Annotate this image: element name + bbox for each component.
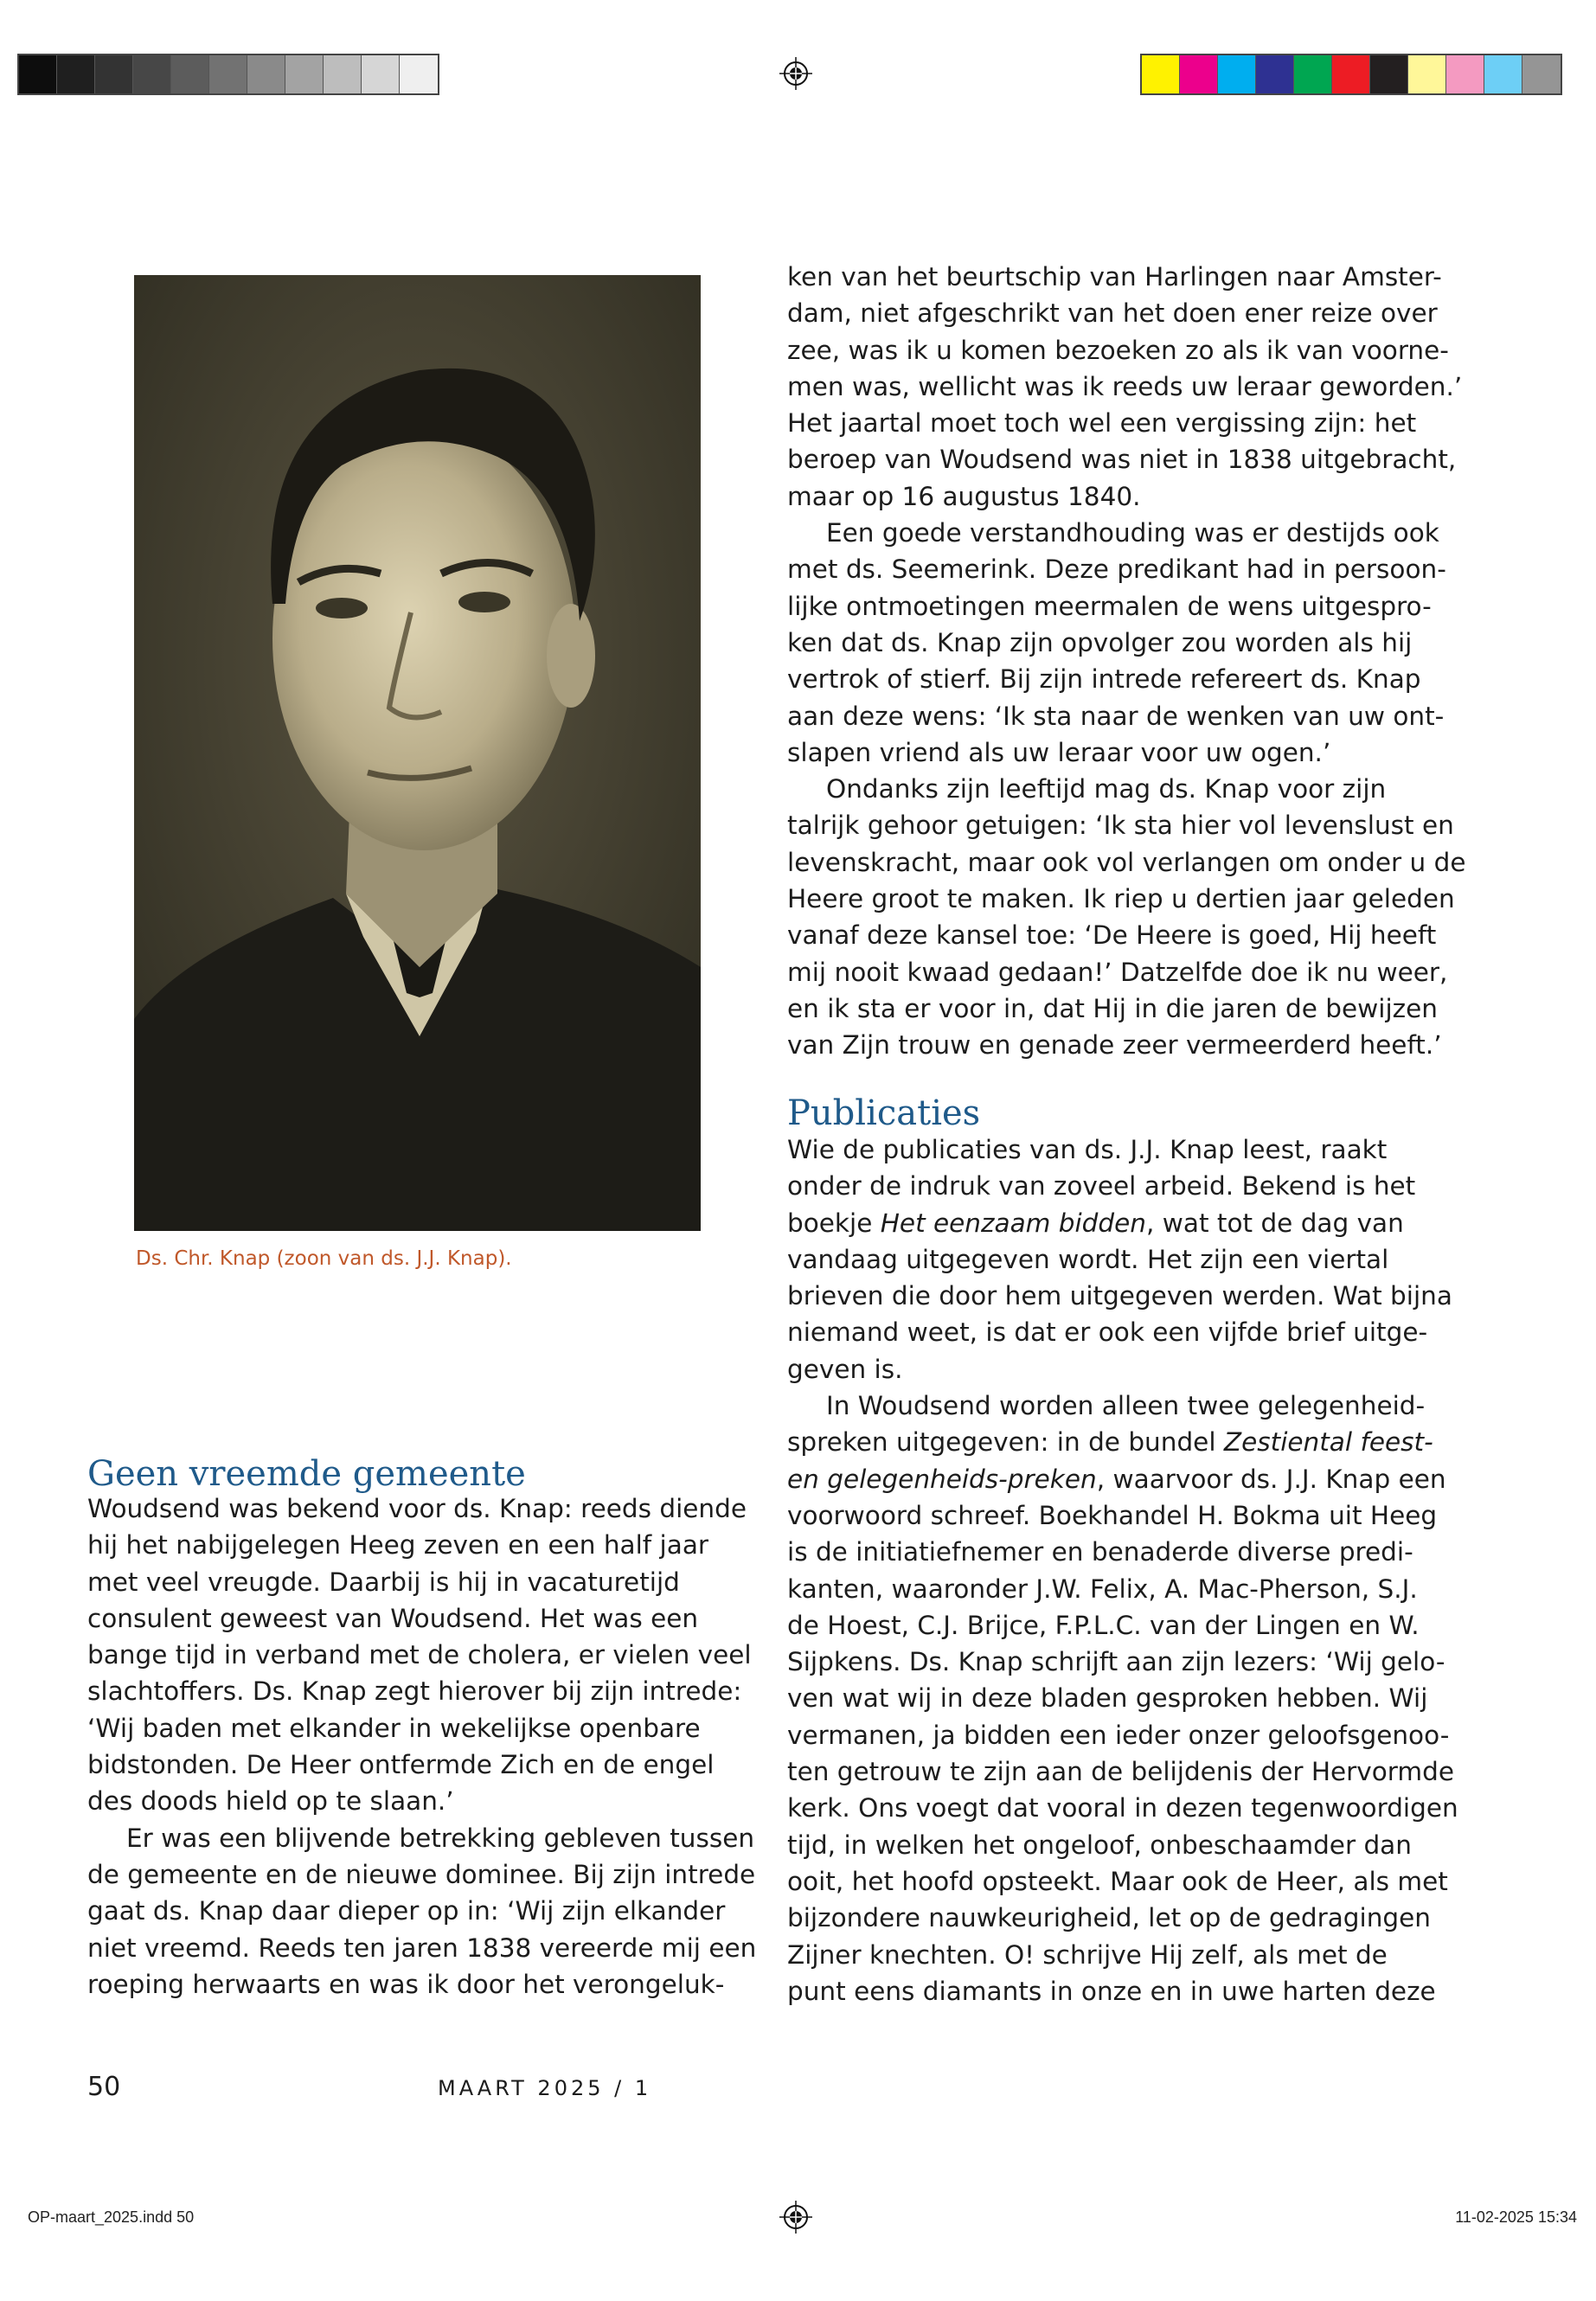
gray-swatch: [171, 55, 209, 93]
text-span: spreken uitgegeven: in de bundel: [787, 1427, 1224, 1458]
text-line: niet vreemd. Reeds ten jaren 1838 vereerde mij een: [87, 1932, 757, 1963]
text-line: bange tijd in verband met de cholera, er vielen veel: [87, 1640, 752, 1670]
text-line: [787, 1534, 1458, 1570]
color-swatch: [1522, 55, 1561, 93]
gray-swatch: [209, 55, 247, 93]
text-line: Ondanks zijn leeftijd mag ds. Knap voor zijn: [826, 774, 1387, 804]
text-span: ven wat wij in deze bladen gesproken hebben. Wij: [787, 1683, 1428, 1714]
text-line: [787, 1168, 1458, 1204]
text-line: [787, 1973, 1458, 2009]
text-span: bijzondere nauwkeurigheid, let op de gedragingen: [787, 1903, 1431, 1933]
text-span: kanten, waaronder J.W. Felix, A. Mac-Pherson, S.J.: [787, 1574, 1418, 1604]
text-line: maar op 16 augustus 1840.: [787, 481, 1141, 511]
text-line: Er was een blijvende betrekking gebleven tussen: [126, 1823, 755, 1853]
text-line: de gemeente en de nieuwe dominee. Bij zijn intrede: [87, 1859, 756, 1889]
text-span: onder de indruk van zoveel arbeid. Bekend is het: [787, 1171, 1416, 1202]
section-heading-geen-vreemde-gemeente: Geen vreemde gemeente: [87, 1454, 526, 1494]
text-span: boekje: [787, 1208, 881, 1238]
text-line: met ds. Seemerink. Deze predikant had in persoon-: [787, 554, 1446, 585]
gray-swatch: [362, 55, 400, 93]
gray-swatch: [247, 55, 285, 93]
gray-swatch: [324, 55, 362, 93]
text-line: [787, 1790, 1458, 1826]
text-span: , waarvoor ds. J.J. Knap een: [1096, 1464, 1446, 1494]
text-span: , wat tot de dag van: [1145, 1208, 1404, 1238]
page-number: 50: [87, 2072, 121, 2102]
text-span: vandaag uitgegeven wordt. Het zijn een viertal: [787, 1244, 1389, 1274]
text-span: tijd, in welken het ongeloof, onbeschaamder dan: [787, 1830, 1412, 1860]
color-swatch: [1256, 55, 1294, 93]
gray-swatch: [400, 55, 438, 93]
color-swatch: [1446, 55, 1484, 93]
text-line: roeping herwaarts en was ik door het verongeluk-: [87, 1969, 725, 1999]
text-line: Het jaartal moet toch wel een vergissing zijn: het: [787, 408, 1417, 439]
book-title-italic: Het eenzaam bidden: [880, 1208, 1146, 1238]
text-line: ken dat ds. Knap zijn opvolger zou worden als hij: [787, 627, 1413, 657]
text-line: met veel vreugde. Daarbij is hij in vacaturetijd: [87, 1567, 680, 1597]
text-line: bidstonden. De Heer ontfermde Zich en de engel: [87, 1750, 715, 1780]
text-line: ‘Wij baden met elkander in wekelijkse openbare: [87, 1713, 701, 1743]
text-span: ten getrouw te zijn aan de belijdenis der Hervormde: [787, 1757, 1455, 1787]
book-title-italic: Zestiental feest-: [1223, 1427, 1433, 1458]
photo-caption: Ds. Chr. Knap (zoon van ds. J.J. Knap).: [136, 1247, 512, 1270]
text-span: Sijpkens. Ds. Knap schrijft aan zijn lezers: ‘Wij gelo-: [787, 1647, 1445, 1677]
text-span: is de initiatiefnemer en benaderde diverse predi-: [787, 1537, 1413, 1567]
text-line: Heere groot te maken. Ik riep u dertien jaar geleden: [787, 884, 1455, 914]
text-line: vanaf deze kansel toe: ‘De Heere is goed, Hij heeft: [787, 920, 1437, 951]
text-line: [787, 1424, 1458, 1460]
text-line: gaat ds. Knap daar dieper op in: ‘Wij zijn elkander: [87, 1896, 726, 1926]
gray-swatch: [19, 55, 57, 93]
text-line: [787, 1351, 1458, 1388]
text-line: Woudsend was bekend voor ds. Knap: reeds diende: [87, 1494, 747, 1523]
issue-label: MAART 2025 / 1: [438, 2076, 652, 2100]
color-swatch: [1294, 55, 1332, 93]
registration-mark-icon: [779, 2201, 812, 2234]
text-line: [787, 1717, 1458, 1753]
text-line: [787, 1827, 1458, 1863]
slug-date-label: 11-02-2025 15:34: [1455, 2208, 1577, 2226]
text-span: kerk. Ons voegt dat vooral in dezen tegenwoordigen: [787, 1793, 1458, 1823]
text-line: lijke ontmoetingen meermalen de wens uitgespro-: [787, 591, 1432, 621]
text-span: In Woudsend worden alleen twee gelegenheid-: [826, 1391, 1426, 1421]
book-title-italic: en gelegenheids-preken: [787, 1464, 1097, 1494]
text-line: [787, 1461, 1458, 1497]
text-line: mij nooit kwaad gedaan!’ Datzelfde doe ik nu weer,: [787, 957, 1448, 987]
color-swatch: [1218, 55, 1256, 93]
text-span: punt eens diamants in onze en in uwe harten deze: [787, 1976, 1436, 2006]
text-line: [787, 1900, 1458, 1936]
text-line: aan deze wens: ‘Ik sta naar de wenken van uw ont-: [787, 701, 1445, 731]
text-line: vertrok of stierf. Bij zijn intrede refereert ds. Knap: [787, 664, 1421, 695]
text-line: [787, 1388, 1458, 1424]
text-line: [787, 1497, 1458, 1534]
text-line: slapen vriend als uw leraar voor uw ogen.’: [787, 737, 1331, 767]
text-span: Zijner knechten. O! schrijve Hij zelf, als met de: [787, 1939, 1388, 1970]
color-swatch: [1142, 55, 1180, 93]
text-span: geven is.: [787, 1354, 903, 1384]
text-line: levenskracht, maar ook vol verlangen om onder u de: [787, 847, 1466, 877]
text-line: van Zijn trouw en genade zeer vermeerderd heeft.’: [787, 1030, 1442, 1061]
gray-swatch: [285, 55, 324, 93]
process-color-bar: [1140, 54, 1562, 95]
left-text-column: [87, 1490, 757, 2003]
gray-swatch: [57, 55, 95, 93]
color-swatch: [1180, 55, 1218, 93]
text-line: [787, 1644, 1458, 1680]
text-line: ken van het beurtschip van Harlingen naar Amster-: [787, 262, 1442, 292]
color-swatch: [1370, 55, 1408, 93]
text-line: [787, 1607, 1458, 1644]
color-swatch: [1484, 55, 1522, 93]
slug-file-label: OP-maart_2025.indd 50: [28, 2208, 195, 2226]
gray-swatch: [133, 55, 171, 93]
text-line: consulent geweest van Woudsend. Het was een: [87, 1603, 699, 1633]
section-heading-publicaties: Publicaties: [787, 1093, 981, 1133]
text-line: slachtoffers. Ds. Knap zegt hierover bij zijn intrede:: [87, 1676, 742, 1707]
text-line: des doods hield op te slaan.’: [87, 1786, 454, 1817]
text-line: Een goede verstandhouding was er destijds ook: [826, 518, 1439, 548]
text-span: de Hoest, C.J. Brijce, F.P.L.C. van der Lingen en W.: [787, 1610, 1420, 1640]
registration-mark-icon: [779, 57, 812, 90]
text-line: [787, 1753, 1458, 1790]
text-line: [787, 1241, 1458, 1278]
text-span: ooit, het hoofd opsteekt. Maar ook de Heer, als met: [787, 1866, 1448, 1896]
text-span: voorwoord schreef. Boekhandel H. Bokma uit Heeg: [787, 1500, 1438, 1530]
portrait-photo: [134, 275, 701, 1231]
text-line: dam, niet afgeschrikt van het doen ener reize over: [787, 298, 1438, 329]
text-span: Wie de publicaties van ds. J.J. Knap leest, raakt: [787, 1135, 1388, 1164]
text-line: [787, 1680, 1458, 1716]
color-swatch: [1408, 55, 1446, 93]
text-line: [787, 1937, 1458, 1973]
text-line: [787, 1131, 1458, 1168]
text-line: [787, 1205, 1458, 1241]
text-line: men was, wellicht was ik reeds uw leraar geworden.’: [787, 371, 1463, 401]
color-swatch: [1332, 55, 1370, 93]
text-span: brieven die door hem uitgegeven werden. Wat bijna: [787, 1281, 1452, 1311]
text-line: zee, was ik u komen bezoeken zo als ik van voorne-: [787, 335, 1449, 365]
grayscale-color-bar: [17, 54, 439, 95]
text-line: beroep van Woudsend was niet in 1838 uitgebracht,: [787, 445, 1457, 475]
right-text-column-upper: [787, 259, 1466, 1064]
right-text-column-lower: [787, 1131, 1458, 2009]
text-span: vermanen, ja bidden een ieder onzer geloofsgenoo-: [787, 1720, 1450, 1750]
text-line: en ik sta er voor in, dat Hij in die jaren de bewijzen: [787, 993, 1439, 1023]
text-line: [787, 1571, 1458, 1607]
text-line: [787, 1863, 1458, 1900]
text-line: [787, 1278, 1458, 1314]
text-line: [787, 1314, 1458, 1350]
gray-swatch: [95, 55, 133, 93]
text-line: hij het nabijgelegen Heeg zeven en een half jaar: [87, 1530, 709, 1561]
text-span: niemand weet, is dat er ook een vijfde brief uitge-: [787, 1317, 1428, 1348]
text-line: talrijk gehoor getuigen: ‘Ik sta hier vol levenslust en: [787, 811, 1454, 841]
